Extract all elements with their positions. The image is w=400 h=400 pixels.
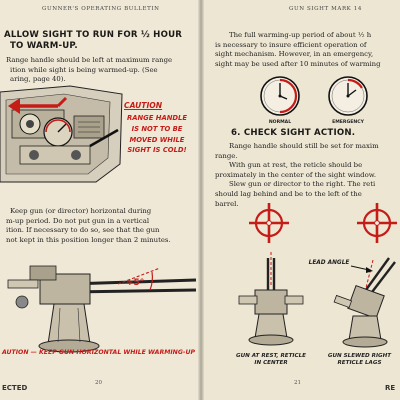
right-para2-line: proximately in the center of the sight window. [215, 170, 377, 179]
left-heading-line1: ALLOW SIGHT TO RUN FOR ½ HOUR [4, 30, 183, 40]
right-para2-line: Slew gun or director to the right. The reti [229, 180, 376, 189]
reticle-icon [249, 203, 289, 243]
warning-arrow-icon [8, 94, 68, 118]
caution-line: SIGHT IS COLD! [127, 146, 187, 155]
right-para2 [215, 142, 400, 209]
right-heading: 6. CHECK SIGHT ACTION. [231, 128, 356, 138]
caution-line: IS NOT TO BE [131, 124, 183, 133]
right-running-head: GUN SIGHT MARK 14 [289, 6, 362, 12]
left-para2-line: m-up period. Do not put gun in a vertical [6, 216, 150, 225]
left-para1-line: aring, page 40). [10, 75, 66, 84]
caution-line: MOVED WHILE [129, 135, 185, 144]
right-para2-line: should lag behind and be to the left of the [215, 189, 362, 198]
left-footer-word: ECTED [2, 384, 28, 392]
left-para2 [6, 207, 198, 245]
reticle-icon [357, 203, 397, 243]
left-folio: 20 [95, 380, 102, 386]
right-para1-line: The full warming-up period of about ½ h [229, 31, 372, 39]
caption-line: GUN SLEWED RIGHT [327, 353, 392, 359]
clock-normal-icon [259, 75, 301, 117]
caption-line: IN CENTER [254, 360, 288, 366]
caution-text [116, 113, 198, 156]
right-para2-line: Range handle should still be set for maxim [229, 142, 379, 150]
clock-label-emergency: EMERGENCY [332, 120, 364, 125]
left-running-head: GUNNER'S OPERATING BULLETIN [42, 6, 160, 12]
left-heading-line2: TO WARM-UP. [10, 41, 78, 51]
caption-gun-slewed [319, 353, 400, 367]
caption-line: RETICLE LAGS [337, 360, 382, 366]
bottom-caution: AUTION — KEEP GUN HORIZONTAL WHILE WARMING-UP [2, 349, 196, 356]
caution-line: RANGE HANDLE [126, 114, 188, 122]
caption-line: GUN AT REST, RETICLE [236, 353, 306, 359]
right-folio: 21 [294, 380, 301, 386]
right-para2-line: barrel. [215, 199, 239, 208]
clock-emergency-icon [327, 75, 369, 117]
left-para1-line: Range handle should be left at maximum range [6, 56, 173, 64]
angle-label: +5° [126, 278, 145, 288]
left-para2-line: not kept in this position longer than 2 minutes. [6, 235, 171, 244]
right-para2-line: With gun at rest, the reticle should be [229, 161, 363, 170]
caption-gun-at-rest [223, 353, 319, 367]
right-para1 [215, 31, 400, 69]
right-para1-line: is necessary to insure efficient operation of [215, 40, 367, 49]
lead-angle-arrow [351, 262, 375, 274]
left-para2-line: ition. If necessary to do so, see that the gun [6, 226, 160, 235]
book-gutter [198, 0, 204, 400]
left-para2-line: Keep gun (or director) horizontal during [10, 207, 152, 215]
left-para1-line: ition while sight is being warmed-up. (See [10, 65, 158, 74]
gun-mount-at-rest [235, 252, 307, 352]
clock-label-normal: NORMAL [268, 120, 292, 125]
left-para1 [6, 56, 198, 85]
lead-angle-label: LEAD ANGLE [308, 260, 350, 266]
right-para2-line: range. [215, 151, 238, 160]
antiaircraft-gun [0, 262, 200, 362]
right-para1-line: sight mechanism. However, in an emergency, [215, 50, 374, 59]
right-footer-word: RE [385, 384, 396, 392]
caution-title: CAUTION [124, 101, 163, 110]
right-page [201, 0, 400, 400]
right-para1-line: sight may be used after 10 minutes of warming [215, 59, 381, 68]
